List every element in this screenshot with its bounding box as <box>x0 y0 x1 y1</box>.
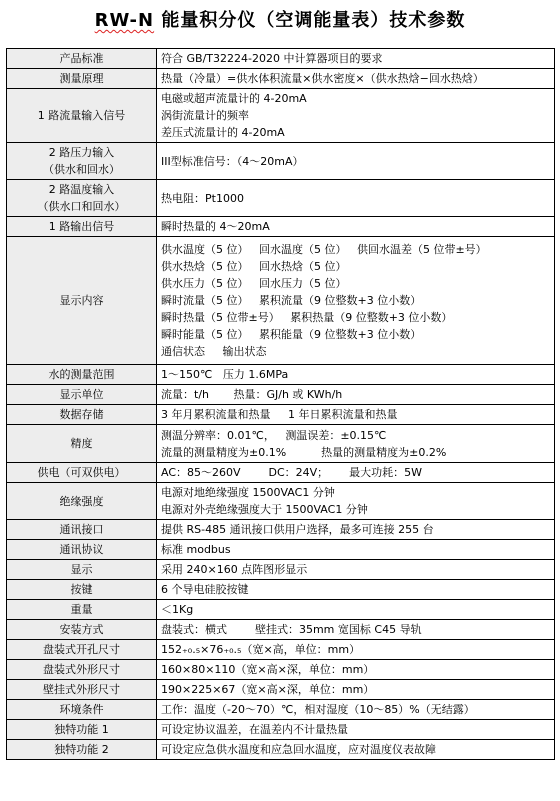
spec-value-text: 6 个导电硅胶按键 <box>161 583 249 596</box>
spec-key-cell <box>7 560 157 580</box>
spec-key-text: 水的测量范围 <box>48 368 115 381</box>
spec-value-text: 采用 240×160 点阵图形显示 <box>161 563 308 576</box>
spec-key-cell <box>7 660 157 680</box>
spec-value-cell <box>157 680 555 700</box>
spec-key-cell <box>7 405 157 425</box>
spec-key-cell <box>7 365 157 385</box>
spec-value-cell <box>157 660 555 680</box>
spec-key-cell <box>7 640 157 660</box>
spec-row <box>7 143 555 180</box>
spec-row <box>7 217 555 237</box>
spec-value-cell <box>157 217 555 237</box>
spec-value-cell <box>157 740 555 760</box>
spec-key-cell <box>7 520 157 540</box>
spec-key-cell <box>7 385 157 405</box>
spec-value-text: 标准 modbus <box>161 543 231 556</box>
spec-key-cell <box>7 600 157 620</box>
spec-row <box>7 69 555 89</box>
spec-key-cell <box>7 580 157 600</box>
spec-value-text: ＜1Kg <box>161 603 194 616</box>
spec-value-cell <box>157 620 555 640</box>
spec-value-text: 流量的测量精度为±0.1% 热量的测量精度为±0.2% <box>161 445 447 459</box>
spec-key-cell <box>7 680 157 700</box>
spec-value-text: 瞬时热量（5 位带±号） 累积热量（9 位整数+3 位小数） <box>161 311 453 324</box>
spec-key-cell <box>7 740 157 760</box>
spec-key-text: 2 路压力输入 <box>48 146 115 159</box>
spec-key-text: 按键 <box>70 583 93 596</box>
spec-value-cell <box>157 720 555 740</box>
spec-value-text: 160×80×110（宽×高×深，单位：mm） <box>161 663 375 676</box>
spec-table <box>6 48 555 760</box>
spec-value-cell <box>157 405 555 425</box>
spec-value-text: 流量：t/h 热量：GJ/h 或 KWh/h <box>161 388 343 401</box>
spec-value-text: 152₊₀.₅×76₊₀.₅（宽×高，单位：mm） <box>161 643 361 656</box>
spec-key-cell <box>7 425 157 463</box>
spec-key-text: 2 路温度输入 <box>48 183 115 196</box>
spec-value-text: 供水压力（5 位） 回水压力（5 位） <box>161 277 347 290</box>
spec-value-text: AC：85～260V DC：24V； 最大功耗：5W <box>161 466 423 479</box>
spec-value-text: 热电阻：Pt1000 <box>161 191 244 205</box>
spec-row <box>7 405 555 425</box>
spec-key-text: 安装方式 <box>59 623 104 636</box>
spec-value-text: 电磁或超声流量计的 4-20mA <box>161 92 307 105</box>
spec-value-cell <box>157 540 555 560</box>
spec-value-text: 可设定协议温差，在温差内不计量热量 <box>161 723 348 736</box>
spec-row <box>7 463 555 483</box>
spec-key-text: 环境条件 <box>59 703 104 716</box>
spec-key-cell <box>7 180 157 217</box>
spec-row <box>7 560 555 580</box>
spec-key-text: 1 路流量输入信号 <box>37 109 126 122</box>
spec-key-text: （供水口和回水） <box>37 200 126 213</box>
spec-key-text: 独特功能 1 <box>54 723 109 736</box>
spec-key-text: 独特功能 2 <box>54 743 109 756</box>
title-brand: RW-N <box>94 10 155 31</box>
spec-key-cell <box>7 49 157 69</box>
spec-row <box>7 180 555 217</box>
spec-value-cell <box>157 237 555 365</box>
spec-value-text: 涡街流量计的频率 <box>161 109 249 122</box>
spec-value-cell <box>157 600 555 620</box>
spec-value-text: 电源对地绝缘强度 1500VAC1 分钟 <box>161 486 335 499</box>
spec-value-cell <box>157 143 555 180</box>
spec-row <box>7 425 555 463</box>
spec-value-text: 测温分辨率：0.01℃， 测温误差：±0.15℃ <box>161 428 387 442</box>
spec-key-text: 盘装式开孔尺寸 <box>43 643 120 656</box>
spec-value-cell <box>157 520 555 540</box>
spec-value-cell <box>157 560 555 580</box>
spec-row <box>7 680 555 700</box>
spec-key-cell <box>7 700 157 720</box>
spec-value-cell <box>157 365 555 385</box>
spec-value-cell <box>157 49 555 69</box>
spec-row <box>7 520 555 540</box>
spec-row <box>7 660 555 680</box>
spec-value-text: 瞬时流量（5 位） 累积流量（9 位整数+3 位小数） <box>161 294 422 307</box>
title-text: 能量积分仪（空调能量表）技术参数 <box>154 10 466 31</box>
spec-key-text: 显示单位 <box>59 388 104 401</box>
spec-key-text: 显示内容 <box>59 294 104 307</box>
spec-value-text: 提供 RS-485 通讯接口供用户选择，最多可连接 255 台 <box>161 523 434 536</box>
spec-value-text: 1～150℃ 压力 1.6MPa <box>161 368 289 381</box>
spec-key-text: 壁挂式外形尺寸 <box>43 683 120 696</box>
spec-row <box>7 89 555 143</box>
spec-key-text: 盘装式外形尺寸 <box>43 663 120 676</box>
spec-key-text: 数据存储 <box>59 408 104 421</box>
spec-key-text: 通讯接口 <box>59 523 104 536</box>
spec-value-text: 通信状态 输出状态 <box>161 345 267 358</box>
spec-value-text: 可设定应急供水温度和应急回水温度，应对温度仪表故障 <box>161 743 436 756</box>
spec-key-cell <box>7 483 157 520</box>
spec-value-text: 瞬时能量（5 位） 累积能量（9 位整数+3 位小数） <box>161 328 422 341</box>
spec-key-cell <box>7 540 157 560</box>
spec-key-text: （供水和回水） <box>43 163 120 176</box>
spec-value-cell <box>157 89 555 143</box>
spec-row <box>7 483 555 520</box>
spec-row <box>7 385 555 405</box>
spec-key-text: 重量 <box>70 603 93 616</box>
spec-key-text: 产品标准 <box>59 52 104 65</box>
spec-row <box>7 365 555 385</box>
spec-value-cell <box>157 180 555 217</box>
document-title <box>0 6 560 32</box>
spec-row <box>7 640 555 660</box>
spec-key-text: 供电（可双供电） <box>37 466 126 479</box>
spec-value-cell <box>157 463 555 483</box>
spec-value-text: 190×225×67（宽×高×深，单位：mm） <box>161 683 375 696</box>
spec-value-text: III型标准信号：（4～20mA） <box>161 154 304 168</box>
spec-key-text: 通讯协议 <box>59 543 104 556</box>
spec-key-cell <box>7 69 157 89</box>
spec-key-text: 1 路输出信号 <box>48 220 115 233</box>
spec-key-text: 精度 <box>70 437 93 450</box>
spec-value-text: 3 年月累积流量和热量 1 年日累积流量和热量 <box>161 408 398 421</box>
spec-value-text: 供水温度（5 位） 回水温度（5 位） 供回水温差（5 位带±号） <box>161 243 487 256</box>
spec-key-cell <box>7 217 157 237</box>
spec-value-text: 符合 GB/T32224-2020 中计算器项目的要求 <box>161 52 383 65</box>
spec-row <box>7 600 555 620</box>
spec-key-cell <box>7 143 157 180</box>
spec-row <box>7 237 555 365</box>
spec-key-text: 绝缘强度 <box>59 494 104 508</box>
spec-key-text: 测量原理 <box>59 72 104 85</box>
spec-row <box>7 540 555 560</box>
spec-key-cell <box>7 463 157 483</box>
spec-value-text: 热量（冷量）=供水体积流量×供水密度×（供水热焓−回水热焓） <box>161 72 484 85</box>
spec-key-cell <box>7 620 157 640</box>
spec-row <box>7 620 555 640</box>
spec-key-cell <box>7 237 157 365</box>
spec-row <box>7 720 555 740</box>
spec-value-text: 供水热焓（5 位） 回水热焓（5 位） <box>161 260 347 273</box>
spec-value-cell <box>157 385 555 405</box>
spec-row <box>7 700 555 720</box>
spec-row <box>7 580 555 600</box>
spec-value-text: 差压式流量计的 4-20mA <box>161 126 285 139</box>
spec-value-cell <box>157 483 555 520</box>
spec-value-cell <box>157 640 555 660</box>
spec-value-text: 瞬时热量的 4～20mA <box>161 220 270 233</box>
spec-row <box>7 740 555 760</box>
spec-value-cell <box>157 425 555 463</box>
spec-key-cell <box>7 89 157 143</box>
spec-value-cell <box>157 69 555 89</box>
spec-key-cell <box>7 720 157 740</box>
spec-value-text: 电源对外壳绝缘强度大于 1500VAC1 分钟 <box>161 503 368 516</box>
spec-value-text: 工作：温度（-20～70）℃，相对湿度（10～85）%（无结露） <box>161 703 475 716</box>
spec-row <box>7 49 555 69</box>
spec-key-text: 显示 <box>70 563 93 576</box>
spec-value-text: 盘装式：横式 壁挂式：35mm 宽国标 C45 导轨 <box>161 623 422 636</box>
spec-value-cell <box>157 580 555 600</box>
spec-value-cell <box>157 700 555 720</box>
